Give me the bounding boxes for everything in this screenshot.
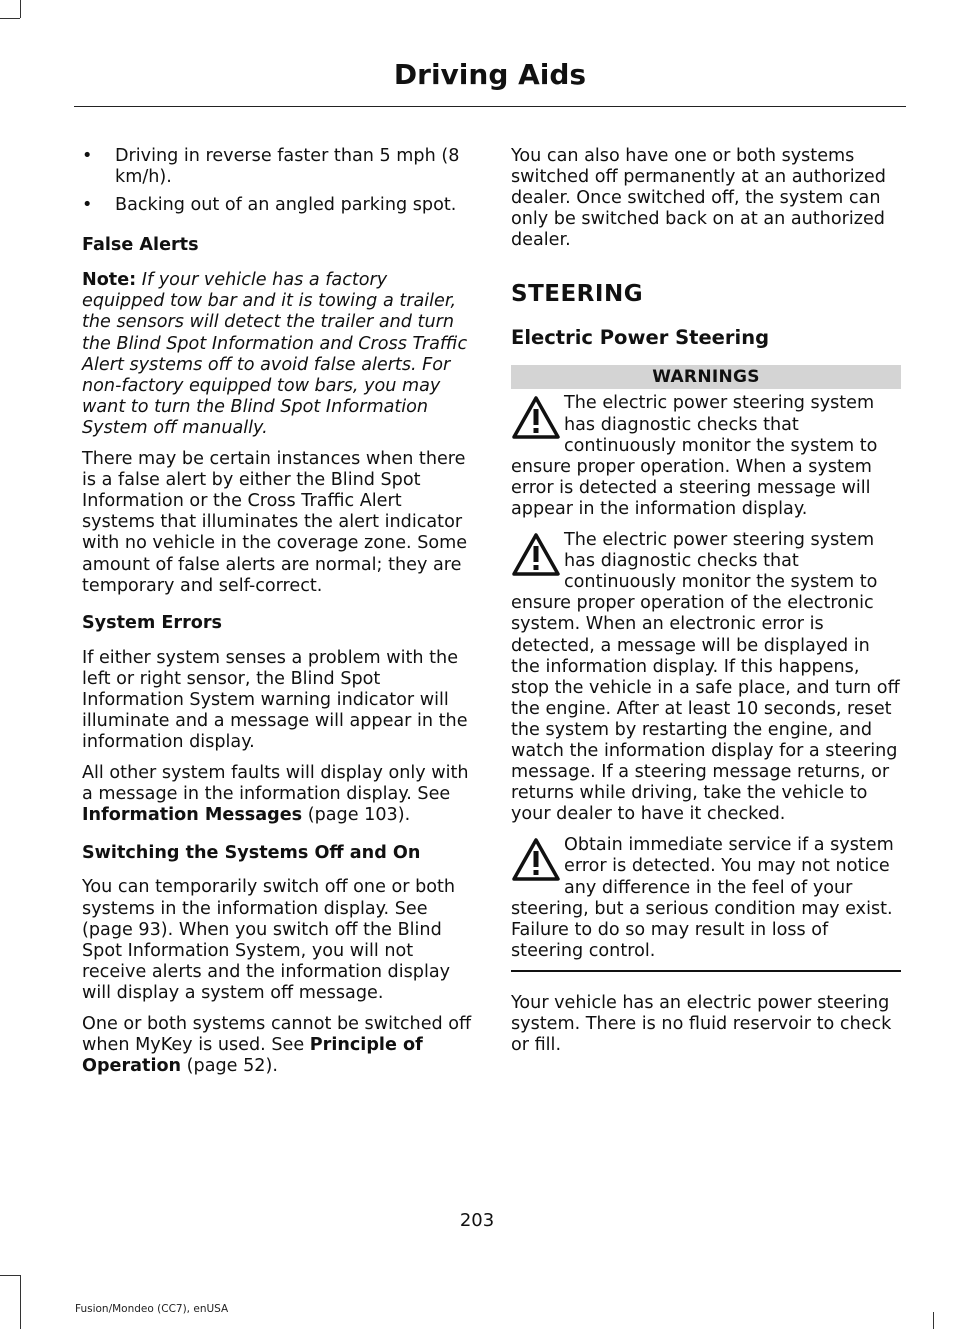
crop-mark	[20, 1275, 21, 1329]
warnings-end-rule	[511, 970, 901, 972]
mykey-text: One or both systems cannot be switched off when MyKey is used. See	[82, 1014, 472, 1056]
warning-item	[511, 393, 901, 520]
left-column	[82, 146, 472, 1077]
note-label: Note:	[82, 270, 137, 291]
false-alerts-heading: False Alerts	[82, 235, 199, 256]
crop-mark	[0, 1275, 20, 1276]
warning-text: The electric power steering system has diagnostic checks that continuously monitor the system to ensure proper operation. When a system error is detected a steering message will appear in the information display.	[511, 393, 878, 519]
system-errors-heading: System Errors	[82, 612, 223, 633]
bullet-symbol: •	[82, 195, 93, 216]
footer-doc-id: Fusion/Mondeo (CC7), enUSA	[75, 1303, 229, 1315]
list-item	[82, 195, 472, 216]
bullet-text: Backing out of an angled parking spot.	[115, 195, 457, 216]
section-title: STEERING	[511, 281, 644, 308]
crop-mark	[20, 0, 21, 18]
note-text: If your vehicle has a factory equipped tow bar and it is towing a trailer, the sensors will detect the trailer and turn the Blind Spot Information and Cross Traffic Alert systems off to avoid false alerts. For non-factory equipped tow bars, you may want to turn the Blind Spot Information System off manually.	[82, 270, 468, 438]
switching-paragraph: You can temporarily switch off one or both systems in the information display. See (page 93). When you switch off the Blind Spot Information System, you will not receive alerts and the information display will display a system off message.	[82, 877, 456, 1003]
system-errors-paragraph: If either system senses a problem with the left or right sensor, the Blind Spot Information System warning indicator will illuminate and a message will appear in the information display.	[82, 647, 468, 753]
subsection-title: Electric Power Steering	[511, 326, 770, 350]
list-item	[82, 146, 472, 188]
faults-page-ref: (page 103).	[302, 805, 411, 826]
switching-heading: Switching the Systems Off and On	[82, 843, 421, 864]
warning-triangle-icon	[511, 837, 561, 883]
mykey-page-ref: (page 52).	[181, 1056, 278, 1077]
warning-triangle-icon	[511, 532, 561, 578]
page-number: 203	[459, 1210, 495, 1231]
information-messages-link[interactable]: Information Messages	[82, 805, 303, 826]
bullet-list	[82, 146, 472, 216]
mykey-paragraph	[82, 1014, 472, 1077]
note-paragraph	[82, 270, 472, 439]
warnings-header: WARNINGS	[511, 365, 901, 389]
title-rule	[74, 106, 906, 107]
right-column	[511, 146, 901, 1056]
warning-text: Obtain immediate service if a system error is detected. You may not notice any difference in the feel of your steering, but a serious condition may exist. Failure to do so may result in loss of steering control.	[511, 835, 894, 961]
system-faults-paragraph	[82, 763, 472, 826]
warning-item	[511, 530, 901, 825]
page-title: Driving Aids	[393, 58, 587, 91]
bullet-text: Driving in reverse faster than 5 mph (8 km/h).	[115, 146, 460, 188]
faults-text: All other system faults will display only with a message in the information display. See	[82, 763, 469, 805]
bullet-symbol: •	[82, 146, 93, 166]
principle-of-operation-link[interactable]: Principle of Operation	[82, 1035, 423, 1077]
permanent-switch-paragraph: You can also have one or both systems switched off permanently at an authorized dealer. Once switched off, the system can only be switched back on at an authorized dealer.	[511, 146, 886, 251]
false-alerts-paragraph: There may be certain instances when there is a false alert by either the Blind Spot Information or the Cross Traffic Alert systems that illuminates the alert indicator with no vehicle in the coverage zone. Some amount of false alerts are normal; they are temporary and self-correct.	[82, 449, 468, 596]
crop-mark	[933, 1312, 934, 1329]
warning-triangle-icon	[511, 395, 561, 441]
warning-text: The electric power steering system has diagnostic checks that continuously monitor the system to ensure proper operation of the electronic system. When an electronic error is detected, a message will be displayed in the information display. If this happens, stop the vehicle in a safe place, and turn off the engine. After at least 10 seconds, reset the system by restarting the engine, and watch the information display for a steering message. If a steering message returns, or returns while driving, take the vehicle to your dealer to have it checked.	[511, 530, 900, 825]
crop-mark	[0, 18, 20, 19]
closing-paragraph: Your vehicle has an electric power steering system. There is no fluid reservoir to check or fill.	[511, 992, 892, 1056]
warning-item	[511, 835, 901, 962]
